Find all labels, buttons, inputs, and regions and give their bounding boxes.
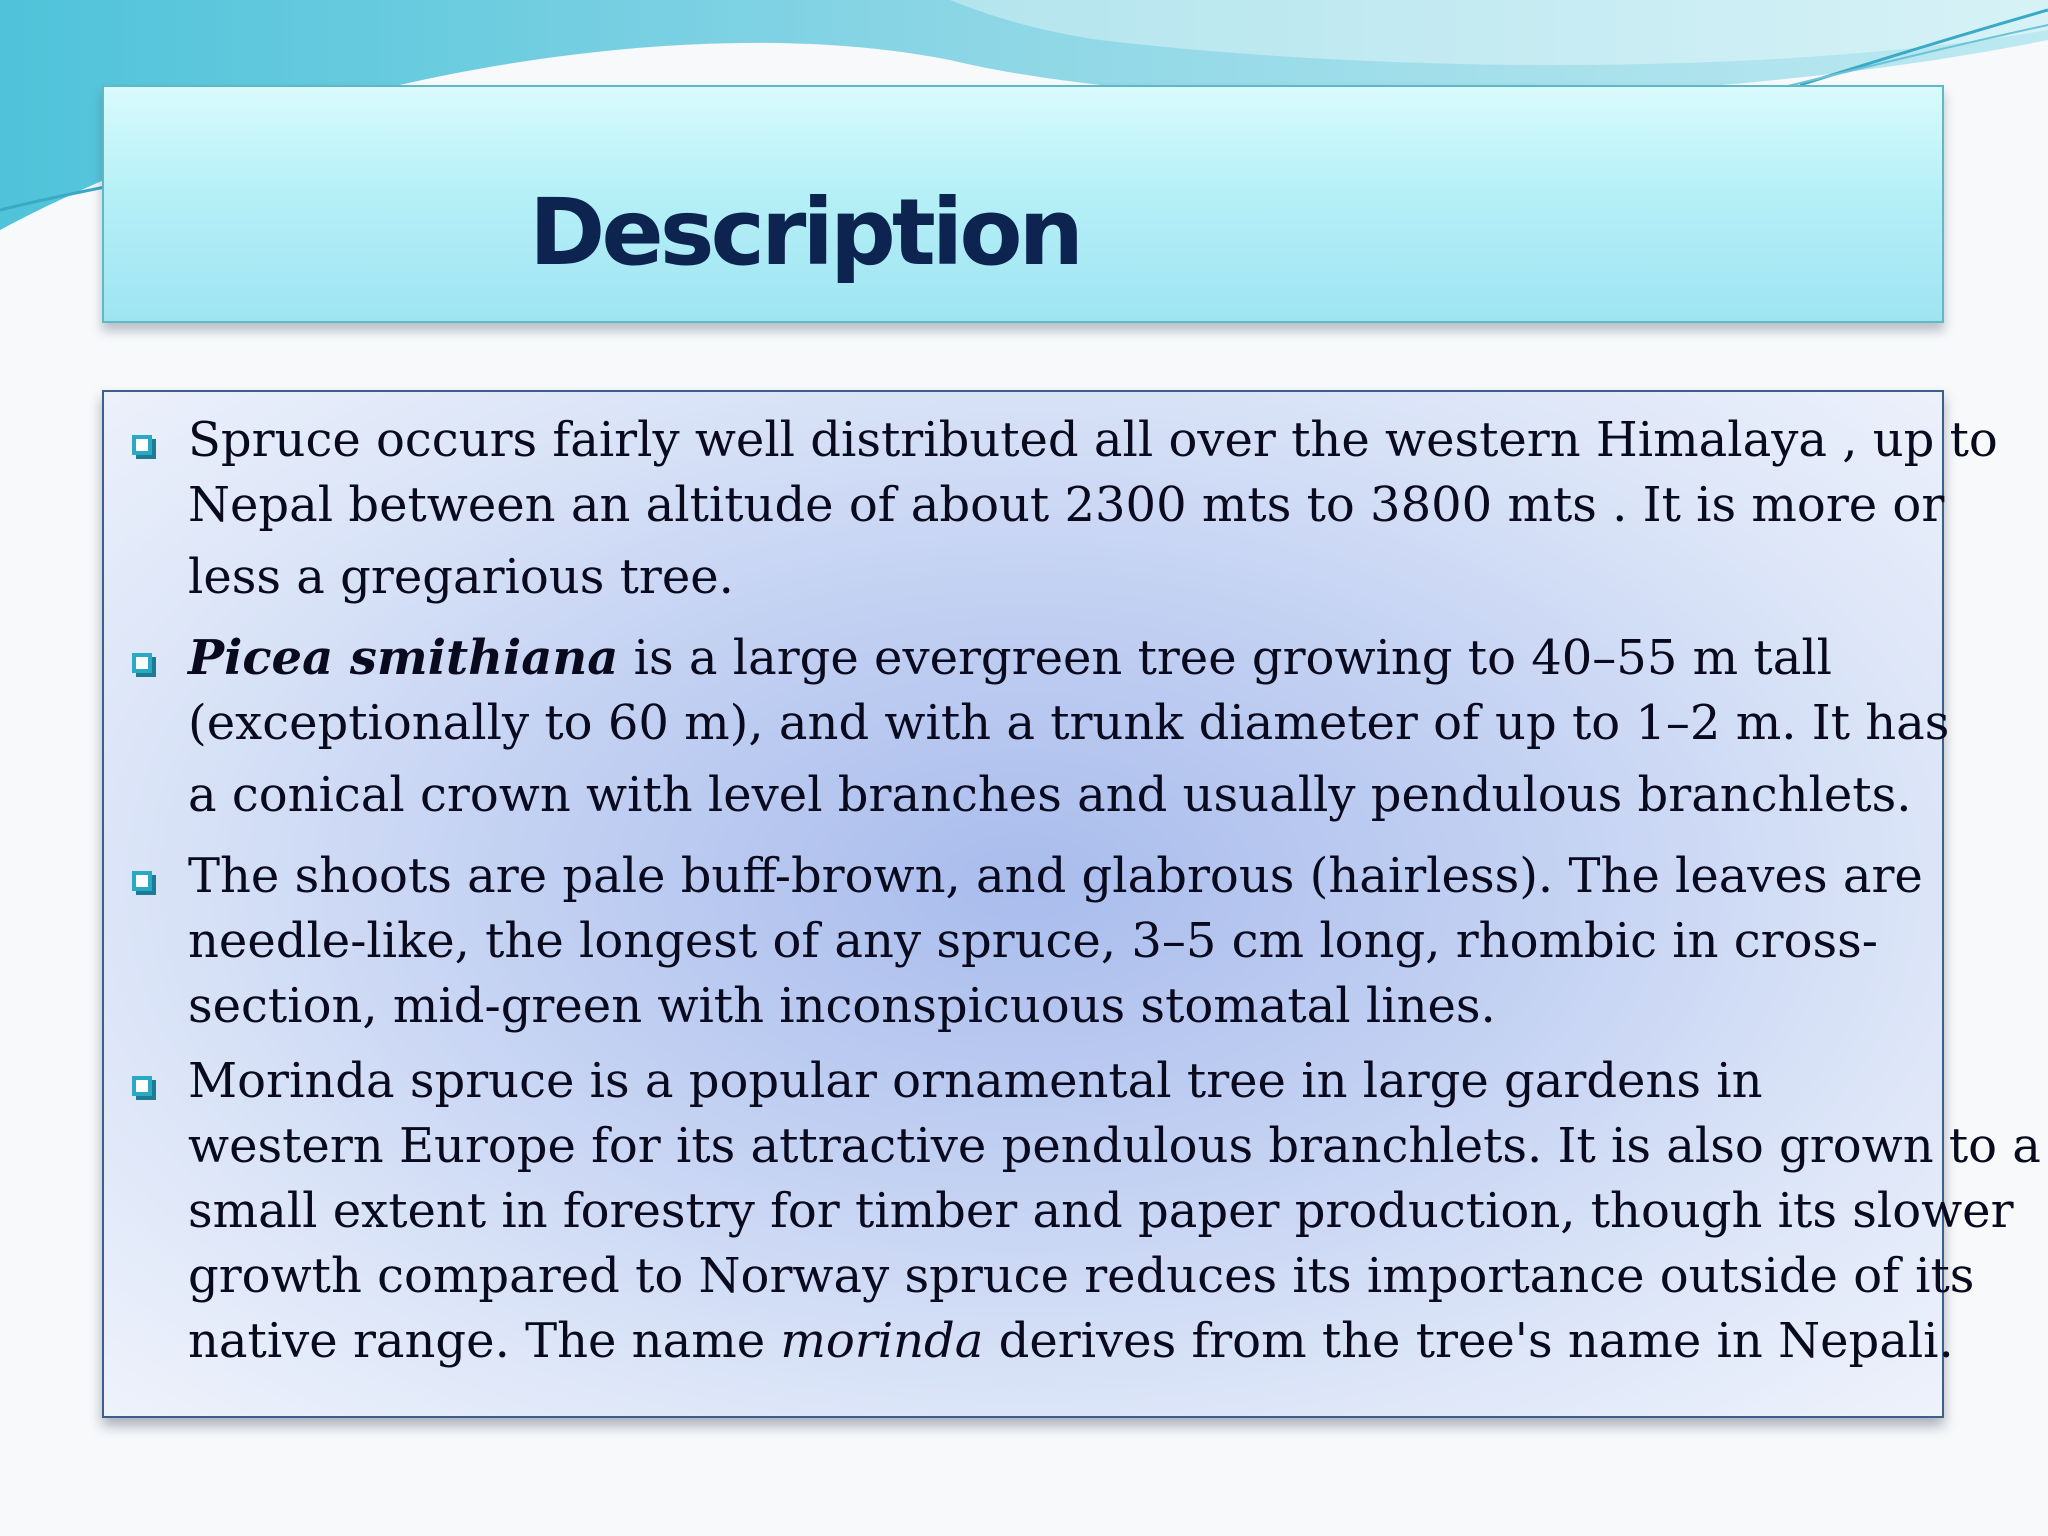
bullet-text-line: needle-like, the longest of any spruce, 3–5 cm long, rhombic in cross- bbox=[188, 913, 1878, 969]
checkbox-bullet-icon bbox=[132, 871, 152, 891]
bullet-text-line: Nepal between an altitude of about 2300 mts to 3800 mts . It is more or bbox=[188, 477, 1945, 533]
bullet-text-line: growth compared to Norway spruce reduces its importance outside of its bbox=[188, 1248, 1975, 1304]
bullet-text-line: less a gregarious tree. bbox=[188, 549, 734, 605]
checkbox-bullet-icon bbox=[132, 435, 152, 455]
content-panel bbox=[102, 390, 2041, 1418]
checkbox-bullet-icon bbox=[132, 653, 152, 673]
bullet-text-line: a conical crown with level branches and usually pendulous branchlets. bbox=[188, 767, 1912, 823]
list-item bbox=[126, 626, 1950, 834]
list-item bbox=[126, 1049, 2041, 1374]
bullet-text-line: section, mid-green with inconspicuous stomatal lines. bbox=[188, 978, 1496, 1034]
bullet-text-line: Spruce occurs fairly well distributed all over the western Himalaya , up to bbox=[188, 412, 1998, 468]
bullet-text-rest: derives from the tree's name in Nepali. bbox=[983, 1313, 1954, 1369]
bullet-text-line: (exceptionally to 60 m), and with a trunk diameter of up to 1–2 m. It has bbox=[188, 695, 1950, 751]
bullet-text-line: Morinda spruce is a popular ornamental tree in large gardens in bbox=[188, 1053, 1763, 1109]
checkbox-bullet-icon bbox=[132, 1076, 152, 1096]
slide-title: Description bbox=[529, 179, 1081, 286]
bullet-text-line: The shoots are pale buff-brown, and glabrous (hairless). The leaves are bbox=[188, 848, 1923, 904]
bullet-text-line bbox=[188, 626, 1926, 691]
bullet-list bbox=[126, 408, 2041, 1384]
bullet-text-line: western Europe for its attractive pendulous branchlets. It is also grown to a bbox=[188, 1118, 2041, 1174]
title-banner bbox=[102, 85, 1944, 323]
bullet-text-rest: is a large evergreen tree growing to 40–55 m tall bbox=[618, 630, 1833, 686]
list-item bbox=[126, 844, 1926, 1039]
bullet-text-pre: native range. The name bbox=[188, 1313, 781, 1369]
list-item bbox=[126, 408, 1998, 616]
italic-term: morinda bbox=[780, 1313, 984, 1369]
bullet-text-line: small extent in forestry for timber and paper production, though its slower bbox=[188, 1183, 2014, 1239]
species-name: Picea smithiana bbox=[188, 630, 619, 686]
bullet-text-line bbox=[188, 1309, 1954, 1374]
